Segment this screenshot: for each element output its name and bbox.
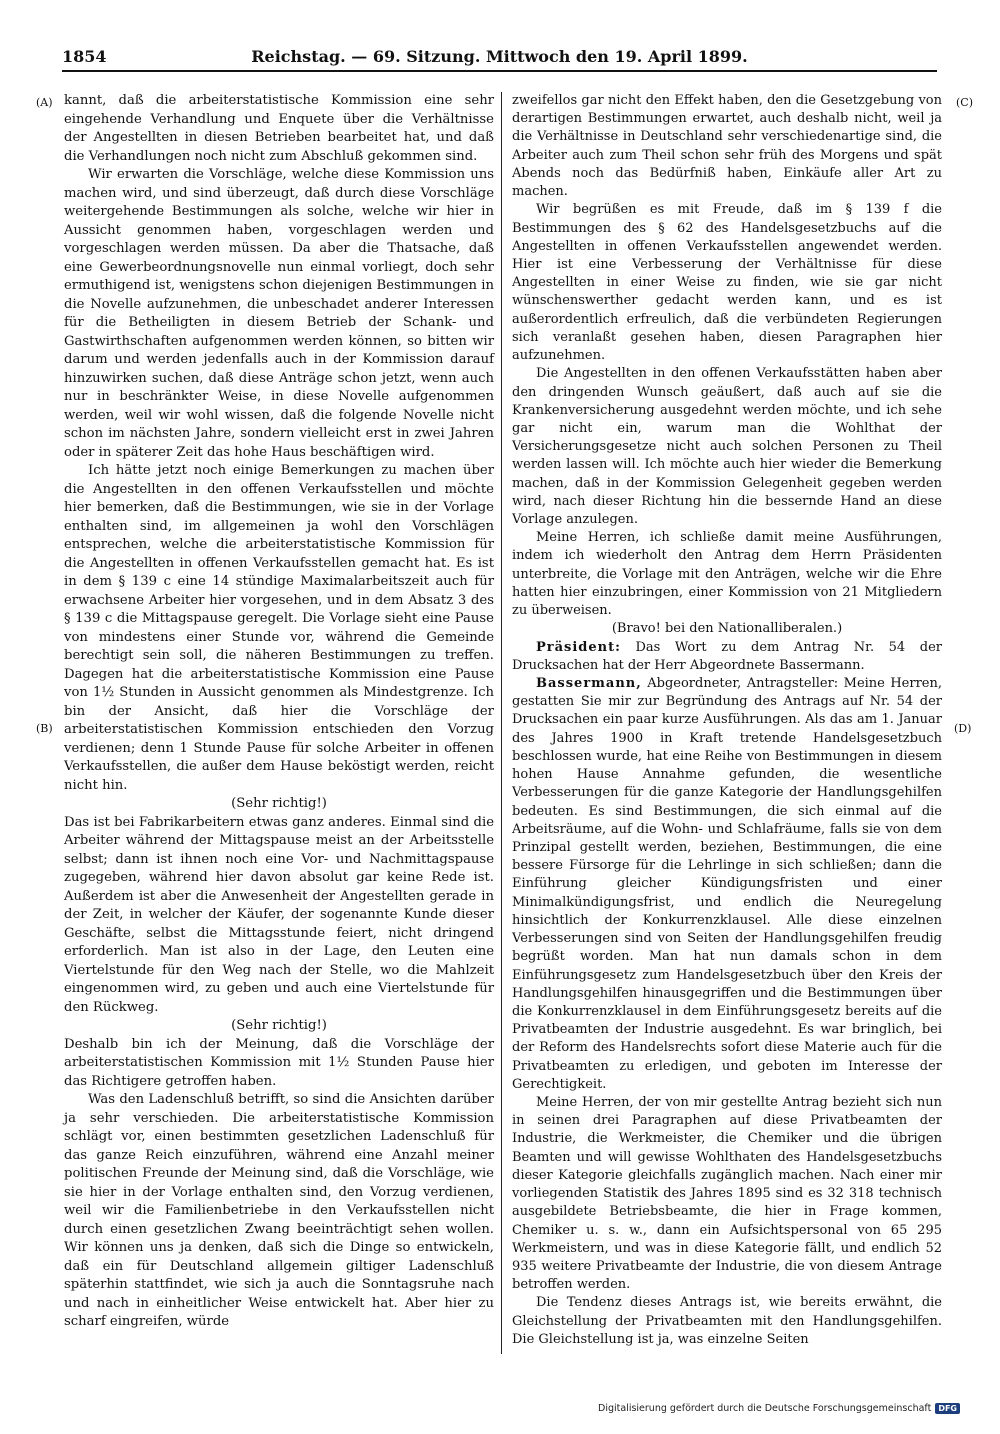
body-paragraph: zweifellos gar nicht den Effekt haben, den die Gesetzgebung von derartigen Bestimmungen erwartet, auch deshalb nicht, weil ja die Verhältnisse in Deutschland sehr verschiedenartige sind, die Arbeiter auch zum Theil schon sehr früh des Morgens und spät Abends noch das Bedürfniß haben, Einkäufe aller Art zu machen. xyxy=(512,93,942,200)
body-paragraph: Meine Herren, ich schließe damit meine Ausführungen, indem ich wiederholt den Antrag dem Herrn Präsidenten unterbreite, die Vorlage mit den Anträgen, welche wir die Ehre hatten hier einzubringen, einer Kommission von 21 Mitgliedern zu überweisen. xyxy=(512,530,942,619)
interjection: (Sehr richtig!) xyxy=(231,796,327,811)
page-header xyxy=(62,44,937,72)
body-paragraph: Deshalb bin ich der Meinung, daß die Vorschläge der arbeiterstatistischen Kommission mit 1½ Stunden Pause hier das Richtigere getroffen haben. xyxy=(64,1036,494,1089)
speaker-name: Präsident: xyxy=(536,639,621,655)
body-paragraph: Meine Herren, der von mir gestellte Antrag bezieht sich nun in seinen drei Paragraphen auf diese Privatbeamten der Industrie, die Werkmeister, die Chemiker und die übrigen Beamten und will gewisse Wohlthaten des Handelsgesetzbuchs dieser Kategorie gleichfalls zugänglich machen. Nach einer mir vorliegenden Statistik des Jahres 1895 sind es 32 318 technisch ausgebildete Betriebsbeamte, die hier in Frage kommen, Chemiker u. s. w., dann ein Aufsichtspersonal von 65 295 Werkmeistern, und was in diese Kategorie fällt, und endlich 52 935 weitere Privatbeamte der Industrie, die von diesem Antrage betroffen werden. xyxy=(512,1095,942,1293)
body-paragraph: Wir erwarten die Vorschläge, welche diese Kommission uns machen wird, und sind überzeugt, daß durch diese Vorschläge weitergehende Bestimmungen als solche, welche wir hier in Aussicht genommen haben, vorgeschlagen werden und vorgeschlagen werden müssen. Da aber die Thatsache, daß eine Gewerbeordnungsnovelle nun einmal vorliegt, doch sehr ermuthigend ist, wenigstens schon diejenigen Bestimmungen in die Novelle aufzunehmen, die unbeschadet anderer Interessen für die Betheiligten in diesem Betrieb der Schank- und Gastwirthschaften aufgenommen werden können, so bitten wir darum und werden jedenfalls auch in der Kommission darauf hinzuwirken suchen, daß diese Anträge schon jetzt, wenn auch nur in beschränkter Weise, in diese Novelle aufgenommen werden, weil wir wohl wissen, daß die folgende Novelle nicht schon im nächsten Jahre, sondern vielleicht erst in zwei Jahren oder in späterer Zeit das hohe Haus beschäftigen wird. xyxy=(64,167,494,460)
speaker-paragraph xyxy=(512,675,942,1094)
body-paragraph: Was den Ladenschluß betrifft, so sind die Ansichten darüber ja sehr verschieden. Die arbeiterstatistische Kommission schlägt vor, einen bestimmten gesetzlichen Ladenschluß für das ganze Reich einzuführen, während eine Anzahl meiner politischen Freunde der Meinung sind, daß die Vorschläge, wie sie hier in der Vorlage enthalten sind, den Vorzug verdienen, weil wir die Familienbetriebe in den Verkaufsstellen nicht durch einen gesetzlichen Zwang beeinträchtigt sehen wollen. Wir können uns ja denken, daß sich die Dinge so entwickeln, daß ein für Deutschland allgemein giltiger Ladenschluß späterhin stattfindet, wie sich ja auch die Sonntagsruhe nach und nach in einheitlicher Weise entwickelt hat. Aber hier zu scharf eingreifen, würde xyxy=(64,1092,494,1329)
footer xyxy=(598,1403,960,1414)
margin-marker-c: (C) xyxy=(956,96,973,109)
dfg-logo: DFG xyxy=(935,1403,960,1414)
body-paragraph: Die Tendenz dieses Antrags ist, wie bereits erwähnt, die Gleichstellung der Privatbeamten mit den Handlungsgehilfen. Die Gleichstellung ist ja, was einzelne Seiten xyxy=(512,1295,942,1347)
body-paragraph: Die Angestellten in den offenen Verkaufsstätten haben aber den dringenden Wunsch geäußert, daß auch auf sie die Krankenversicherung ausgedehnt werden möchte, und ich sehe gar nicht ein, warum man die Wohlthat der Versicherungsgesetze nicht auch solchen Personen zu Theil werden lassen will. Ich möchte auch hier wieder die Bemerkung machen, daß in der Kommission Gelegenheit gegeben werden wird, nach dieser Richtung hin die bessernde Hand an diese Vorlage anzulegen. xyxy=(512,366,942,528)
right-column xyxy=(512,92,942,1349)
body-paragraph: Wir begrüßen es mit Freude, daß im § 139 f die Bestimmungen des § 62 des Handelsgesetzbuchs auf die Angestellten in offenen Verkaufsstellen angewendet werden. Hier ist eine Verbesserung der Verhältnisse für diese Angestellten in einer Weise zu finden, wie sie gar nicht wünschenswerther gedacht werden kann, und es ist außerordentlich erfreulich, daß die verbündeten Regierungen sich veranlaßt gesehen haben, diesen Paragraphen hier aufzunehmen. xyxy=(512,202,942,364)
margin-marker-d: (D) xyxy=(954,722,972,735)
page-title: Reichstag. — 69. Sitzung. Mittwoch den 19. April 1899. xyxy=(251,47,748,66)
margin-marker-a: (A) xyxy=(36,96,53,109)
interjection: (Sehr richtig!) xyxy=(231,1018,327,1033)
interjection: (Bravo! bei den Nationalliberalen.) xyxy=(611,621,843,637)
speaker-name: Bassermann, xyxy=(536,676,642,691)
body-paragraph: kannt, daß die arbeiterstatistische Kommission eine sehr eingehende Verhandlung und Enquete über die Verhältnisse der Angestellten in diesen Betrieben bearbeitet hat, und daß die Verhandlungen noch nicht zum Abschluß gekommen sind. xyxy=(64,93,494,164)
left-column xyxy=(64,92,494,1332)
speech-text: Das Wort zu dem Antrag Nr. 54 der Drucksachen hat der Herr Abgeordnete Bassermann. xyxy=(512,639,942,673)
body-paragraph: Das ist bei Fabrikarbeitern etwas ganz anderes. Einmal sind die Arbeiter während der Mittagspause meist an der Arbeitsstelle selbst; dann ist ihnen noch eine Vor- und Nachmittagspause zugegeben, während hier davon absolut gar keine Rede ist. Außerdem ist aber die Anwesenheit der Angestellten gerade in der Zeit, in welcher der Käufer, der sogenannte Kunde dieser Geschäfte, selbst die Mittagsstunde feiert, nicht dringend erforderlich. Man ist also in der Lage, den Leuten eine Viertelstunde für den Weg nach der Stelle, wo die Mahlzeit eingenommen wird, zu geben und auch eine Viertelstunde für den Rückweg. xyxy=(64,814,494,1015)
footer-credit: Digitalisierung gefördert durch die Deutsche Forschungsgemeinschaft xyxy=(598,1403,932,1414)
margin-marker-b: (B) xyxy=(36,722,53,735)
page-number: 1854 xyxy=(62,47,107,66)
speaker-paragraph xyxy=(512,639,942,675)
speech-text: Abgeordneter, Antragsteller: Meine Herren, gestatten Sie mir zur Begründung des Antrags auf Nr. 54 der Drucksachen ein paar kurze Ausführungen. Als das am 1. Januar des Jahres 1900 in Kraft tretende Handelsgesetzbuch beschlossen wurde, hat eine Reihe von Bestimmungen in diesem hohen Hause Annahme gefunden, die wesentliche Verbesserungen für die ganze Kategorie der Handlungsgehilfen bedeuten. Es sind Bestimmungen, die sich einmal auf die Arbeitsräume, auf die Wohn- und Schlafräume, falls sie von dem Prinzipal gestellt werden, beziehen, Bestimmungen, die eine bessere Fürsorge für die Lehrlinge in sich schließen; dann die Einführung gleicher Kündigungsfristen und einer Minimalkündigungsfrist, und endlich die Neuregelung hinsichtlich der Konkurrenzklausel. Alle diese einzelnen Verbesserungen sind von Seiten der Handlungsgehilfen freudig begrüßt worden. Man hat nun damals schon in dem Einführungsgesetz zum Handelsgesetzbuch über den Kreis der Handlungsgehilfen hinausgegriffen und die Bestimmungen über die Konkurrenzklausel in dem Einführungsgesetz bereits auf die Privatbeamten der Industrie ausgedehnt. Es war bringlich, bei der Reform des Handelsrechts sofort diese Materie auch für die Privatbeamten zu erledigen, und geboten im Interesse der Gerechtigkeit. xyxy=(512,676,942,1092)
column-divider xyxy=(501,92,502,1354)
body-paragraph: Ich hätte jetzt noch einige Bemerkungen zu machen über die Angestellten in den offenen Verkaufsstellen und möchte hier bemerken, daß die Bestimmungen, wie sie in der Vorlage enthalten sind, im allgemeinen ja wohl den Vorschlägen entsprechen, welche die arbeiterstatistische Kommission für die Angestellten in offenen Verkaufsstellen gemacht hat. Es ist in dem § 139 c eine 14 stündige Maximalarbeitszeit auch für erwachsene Arbeiter hier vorgesehen, und in dem Absatz 3 des § 139 c die Mittagspause geregelt. Die Vorlage sieht eine Pause von mindestens einer Stunde vor, während die Gemeinde berechtigt sein soll, die näheren Bestimmungen zu treffen. Dagegen hat die arbeiterstatistische Kommission eine Pause von 1½ Stunden in Aussicht genommen als Mindestgrenze. Ich bin der Ansicht, daß hier die Vorschläge der arbeiterstatistischen Kommission entschieden den Vorzug verdienen; denn 1 Stunde Pause für solche Arbeiter in offenen Verkaufsstellen, die außer dem Hause beköstigt werden, reicht nicht hin. xyxy=(64,463,494,793)
